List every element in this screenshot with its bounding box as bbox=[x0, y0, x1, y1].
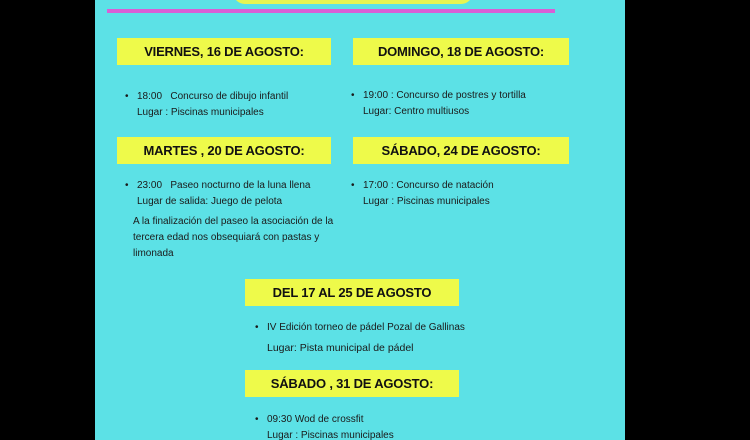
event-title: Paseo nocturno de la luna llena bbox=[170, 180, 311, 191]
event-place: Lugar : Piscinas municipales bbox=[267, 430, 394, 440]
event-title: : Concurso de postres y tortilla bbox=[390, 90, 526, 101]
top-banner-shape bbox=[233, 0, 473, 4]
event-torneo-padel bbox=[255, 320, 465, 356]
event-poster bbox=[95, 0, 625, 440]
event-note: A la finalización del paseo la asociación de la tercera edad nos obsequiará con pastas y limonada bbox=[133, 216, 334, 259]
section-header-sabado-24: SÁBADO, 24 DE AGOSTO: bbox=[353, 137, 569, 164]
event-viernes-16 bbox=[125, 89, 289, 121]
event-sabado-24 bbox=[351, 178, 494, 210]
section-header-17-al-25: DEL 17 AL 25 DE AGOSTO bbox=[245, 279, 459, 306]
accent-divider bbox=[107, 9, 555, 13]
event-title: IV Edición torneo de pádel Pozal de Gallinas bbox=[267, 322, 465, 333]
event-martes-20 bbox=[125, 178, 311, 210]
event-sabado-31 bbox=[255, 412, 394, 440]
event-place: Lugar de salida: Juego de pelota bbox=[137, 196, 283, 207]
event-domingo-18 bbox=[351, 88, 526, 120]
section-header-martes-20: MARTES , 20 DE AGOSTO: bbox=[117, 137, 331, 164]
event-time: 18:00 bbox=[137, 91, 163, 102]
bullet-icon: • bbox=[125, 91, 129, 102]
event-time: 19:00 bbox=[363, 90, 389, 101]
section-header-viernes-16: VIERNES, 16 DE AGOSTO: bbox=[117, 38, 331, 65]
event-title: : Concurso de natación bbox=[390, 180, 494, 191]
section-header-domingo-18: DOMINGO, 18 DE AGOSTO: bbox=[353, 38, 569, 65]
event-time: 17:00 bbox=[363, 180, 389, 191]
event-title: Concurso de dibujo infantil bbox=[170, 91, 289, 102]
section-header-sabado-31: SÁBADO , 31 DE AGOSTO: bbox=[245, 370, 459, 397]
event-place: Lugar : Piscinas municipales bbox=[363, 196, 490, 207]
event-place: Lugar: Centro multiusos bbox=[363, 106, 470, 117]
bullet-icon: • bbox=[125, 180, 129, 191]
event-title: Wod de crossfit bbox=[294, 414, 364, 425]
event-place: Lugar: Pista municipal de pádel bbox=[267, 342, 414, 354]
event-place: Lugar : Piscinas municipales bbox=[137, 107, 264, 118]
event-time: 23:00 bbox=[137, 180, 163, 191]
bullet-icon: • bbox=[351, 180, 355, 191]
bullet-icon: • bbox=[255, 322, 259, 333]
bullet-icon: • bbox=[351, 90, 355, 101]
bullet-icon: • bbox=[255, 414, 259, 425]
event-time: 09:30 bbox=[267, 414, 293, 425]
